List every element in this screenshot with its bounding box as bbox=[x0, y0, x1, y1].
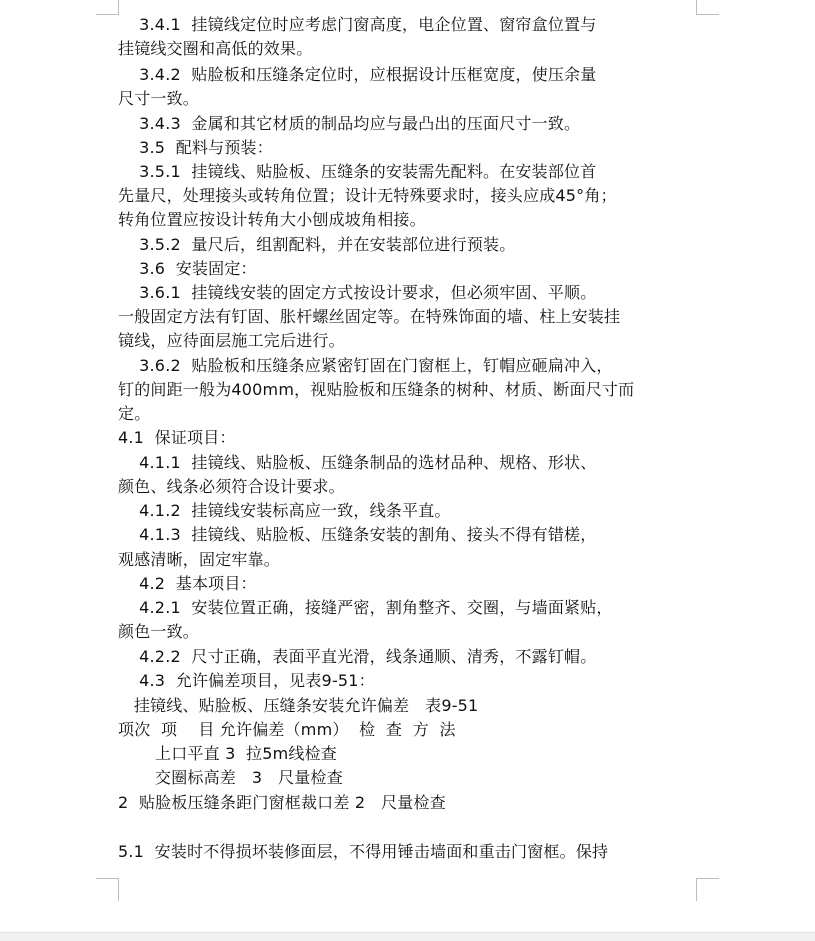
table-row: 上口平直 3 拉5m线检查 bbox=[118, 744, 338, 763]
text-line: 挂镜线交圈和高低的效果。 bbox=[118, 39, 313, 58]
crop-mark-bottom-left bbox=[96, 878, 119, 901]
text-line: 3.5.1 挂镜线、贴脸板、压缝条的安装需先配料。在安装部位首 bbox=[118, 162, 597, 181]
text-line: 3.6 安装固定： bbox=[118, 259, 257, 278]
page-bottom-gap bbox=[0, 932, 815, 941]
text-line: 5.1 安装时不得损坏装修面层，不得用锤击墙面和重击门窗框。保持 bbox=[118, 842, 609, 861]
text-line: 颜色、线条必须符合设计要求。 bbox=[118, 477, 345, 496]
text-line: 4.2.1 安装位置正确，接缝严密，割角整齐、交圈，与墙面紧贴， bbox=[118, 598, 613, 617]
text-line: 3.5 配料与预装： bbox=[118, 138, 273, 157]
text-line: 4.1.3 挂镜线、贴脸板、压缝条安装的割角、接头不得有错槎， bbox=[118, 525, 597, 544]
text-line: 4.2.2 尺寸正确，表面平直光滑，线条通顺、清秀，不露钉帽。 bbox=[118, 647, 597, 666]
text-line: 4.1 保证项目： bbox=[118, 428, 236, 447]
text-line: 观感清晰，固定牢靠。 bbox=[118, 550, 281, 569]
text-line: 3.4.1 挂镜线定位时应考虑门窗高度，电企位置、窗帘盒位置与 bbox=[118, 15, 597, 34]
text-line: 3.6.1 挂镜线安装的固定方式按设计要求，但必须牢固、平顺。 bbox=[118, 283, 597, 302]
text-line: 先量尺，处理接头或转角位置；设计无特殊要求时，接头应成45°角； bbox=[118, 186, 617, 205]
text-line: 尺寸一致。 bbox=[118, 89, 200, 108]
text-line: 3.5.2 量尺后，组割配料，并在安装部位进行预装。 bbox=[118, 235, 516, 254]
text-line: 颜色一致。 bbox=[118, 622, 200, 641]
text-line: 钉的间距一般为400mm，视贴脸板和压缝条的树种、材质、断面尺寸而 bbox=[118, 380, 635, 399]
text-line: 一般固定方法有钉固、胀杆螺丝固定等。在特殊饰面的墙、柱上安装挂 bbox=[118, 307, 621, 326]
crop-mark-top-left bbox=[96, 0, 119, 15]
text-line: 3.4.3 金属和其它材质的制品均应与最凸出的压面尺寸一致。 bbox=[118, 114, 581, 133]
text-line: 3.4.2 贴脸板和压缝条定位时，应根据设计压框宽度，使压余量 bbox=[118, 65, 597, 84]
text-line: 定。 bbox=[118, 404, 151, 423]
text-line: 4.3 允许偏差项目，见表9-51： bbox=[118, 671, 375, 690]
text-line: 4.2 基本项目： bbox=[118, 574, 257, 593]
text-line: 4.1.2 挂镜线安装标高应一致，线条平直。 bbox=[118, 501, 451, 520]
text-line: 3.6.2 贴脸板和压缝条应紧密钉固在门窗框上，钉帽应砸扁冲入， bbox=[118, 356, 613, 375]
text-line: 镜线，应待面层施工完后进行。 bbox=[118, 331, 345, 350]
table-caption: 挂镜线、贴脸板、压缝条安装允许偏差 表9-51 bbox=[118, 696, 479, 715]
table-row: 交圈标高差 3 尺量检查 bbox=[118, 768, 343, 787]
crop-mark-top-right bbox=[696, 0, 719, 15]
text-line: 转角位置应按设计转角大小刨成坡角相接。 bbox=[118, 210, 426, 229]
crop-mark-bottom-right bbox=[696, 878, 719, 901]
table-row: 2 贴脸板压缝条距门窗框裁口差 2 尺量检查 bbox=[118, 793, 446, 812]
table-header-row: 项次 项 目 允许偏差（mm） 检 查 方 法 bbox=[118, 720, 456, 739]
text-line: 4.1.1 挂镜线、贴脸板、压缝条制品的选材品种、规格、形状、 bbox=[118, 453, 597, 472]
